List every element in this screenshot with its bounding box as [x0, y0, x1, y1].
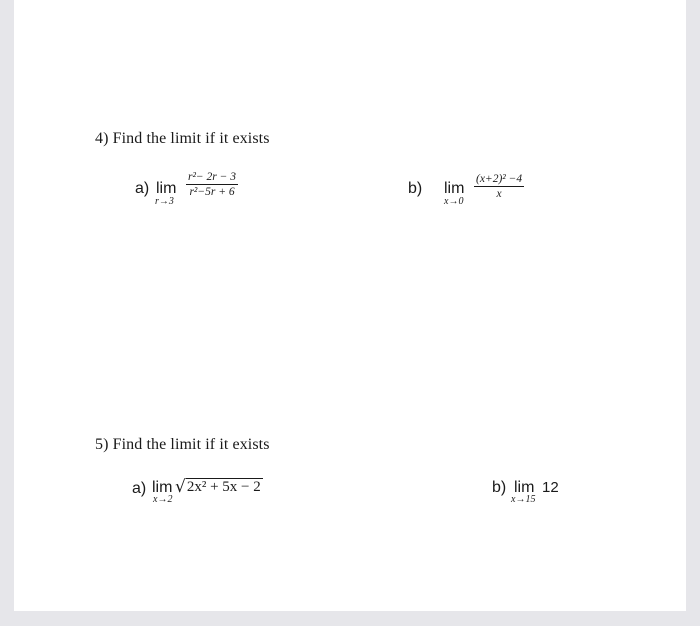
problem-4b-subscript: x→0 [444, 196, 464, 207]
problem-4a-subscript: r→3 [155, 196, 174, 207]
problem-5b-value: 12 [542, 479, 559, 496]
problem-4b-fraction [474, 172, 524, 201]
problem-5a-subscript: x→2 [153, 494, 173, 505]
problem-4a-fraction [186, 170, 238, 199]
problem-5a-radicand: 2x² + 5x − 2 [186, 479, 261, 495]
problem-5b-lim: lim [514, 479, 535, 496]
problem-4b-denominator: x [496, 188, 502, 200]
problem-5a-label: a) [132, 480, 147, 497]
problem-5a-radical [175, 477, 263, 497]
square-root-icon: √ [175, 477, 186, 497]
problem-5a-lim: lim [152, 479, 173, 496]
problem-4a-lim: lim [156, 180, 177, 197]
problem-4b-lim: lim [444, 180, 465, 197]
problem-4-heading: 4) Find the limit if it exists [95, 130, 270, 147]
problem-4a-numerator: r²− 2r − 3 [188, 171, 237, 183]
problem-4b-label: b) [408, 180, 423, 197]
problem-4b-numerator: (x+2)² −4 [476, 173, 523, 185]
problem-4a-denominator: r²−5r + 6 [189, 186, 235, 198]
problem-5-heading: 5) Find the limit if it exists [95, 436, 270, 453]
document-page [14, 0, 686, 611]
problem-5b-subscript: x→15 [511, 494, 536, 505]
problem-4a-label: a) [135, 180, 150, 197]
problem-5b-label: b) [492, 479, 507, 496]
